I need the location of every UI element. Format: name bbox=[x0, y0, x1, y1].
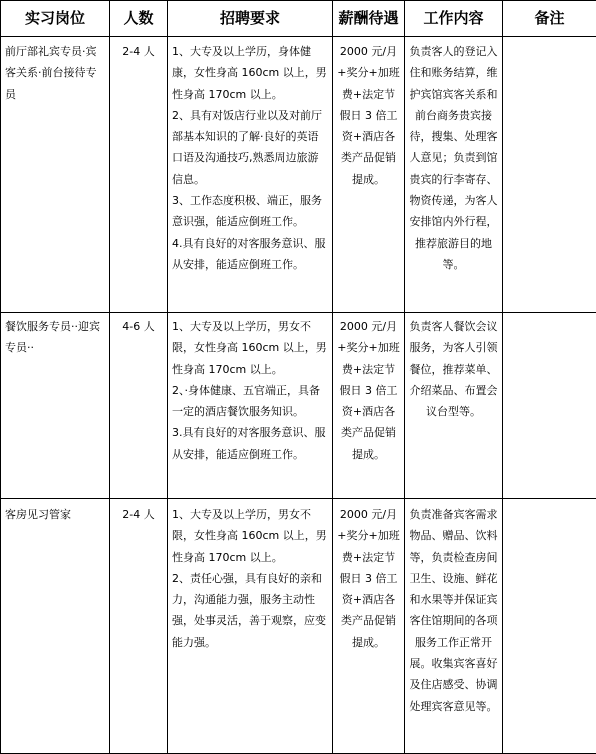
position-cell: 客房见习管家 bbox=[1, 499, 110, 754]
requirement-item: 2、·身体健康、五官端正，具备一定的酒店餐饮服务知识。 bbox=[172, 380, 328, 423]
salary-cell: 2000 元/月+奖分+加班费+法定节假日 3 倍工资+酒店各类产品促销提成。 bbox=[333, 37, 405, 313]
count-cell: 2-4 人 bbox=[110, 37, 168, 313]
duties-cell: 负责客人的登记入住和账务结算，维护宾馆宾客关系和前台商务贵宾接待，搜集、处理客人意见；负责到馆贵宾的行李寄存、物资传递，为客人安排馆内外行程，推荐旅游目的地等。 bbox=[405, 37, 503, 313]
position-cell: 前厅部礼宾专员·宾客关系·前台接待专员 bbox=[1, 37, 110, 313]
header-duties: 工作内容 bbox=[405, 1, 503, 37]
notes-cell bbox=[503, 499, 596, 754]
header-count: 人数 bbox=[110, 1, 168, 37]
requirement-item: 1、大专及以上学历，男女不限，女性身高 160cm 以上，男性身高 170cm 以上。 bbox=[172, 504, 328, 568]
header-requirements: 招聘要求 bbox=[168, 1, 333, 37]
notes-cell bbox=[503, 313, 596, 499]
duties-cell: 负责客人餐饮会议服务，为客人引领餐位，推荐菜单、介绍菜品、布置会议台型等。 bbox=[405, 313, 503, 499]
count-cell: 2-4 人 bbox=[110, 499, 168, 754]
requirement-item: 1、大专及以上学历，男女不限，女性身高 160cm 以上，男性身高 170cm 以上。 bbox=[172, 316, 328, 380]
position-cell: 餐饮服务专员··迎宾专员·· bbox=[1, 313, 110, 499]
salary-cell: 2000 元/月+奖分+加班费+法定节假日 3 倍工资+酒店各类产品促销提成。 bbox=[333, 313, 405, 499]
requirements-cell bbox=[168, 499, 333, 754]
header-row bbox=[1, 1, 596, 37]
count-cell: 4-6 人 bbox=[110, 313, 168, 499]
table-row bbox=[1, 37, 596, 313]
requirements-cell bbox=[168, 313, 333, 499]
header-salary: 薪酬待遇 bbox=[333, 1, 405, 37]
requirements-cell bbox=[168, 37, 333, 313]
table-row bbox=[1, 313, 596, 499]
table-row bbox=[1, 499, 596, 754]
requirement-item: 2、责任心强，具有良好的亲和力，沟通能力强，服务主动性强，处事灵活，善于观察，应变能力强。 bbox=[172, 568, 328, 653]
salary-cell: 2000 元/月+奖分+加班费+法定节假日 3 倍工资+酒店各类产品促销提成。 bbox=[333, 499, 405, 754]
header-notes: 备注 bbox=[503, 1, 596, 37]
requirement-item: 4.具有良好的对客服务意识、服从安排，能适应倒班工作。 bbox=[172, 233, 328, 276]
duties-cell: 负责准备宾客需求物品、赠品、饮料等，负责检查房间卫生、设施、鲜花和水果等并保证宾客住馆期间的各项服务工作正常开展。收集宾客喜好及住店感受、协调处理宾客意见等。 bbox=[405, 499, 503, 754]
notes-cell bbox=[503, 37, 596, 313]
requirement-item: 1、大专及以上学历，身体健康，女性身高 160cm 以上，男性身高 170cm 以上。 bbox=[172, 41, 328, 105]
requirement-item: 3.具有良好的对客服务意识、服从安排，能适应倒班工作。 bbox=[172, 422, 328, 465]
requirement-item: 3、工作态度积极、端正，服务意识强，能适应倒班工作。 bbox=[172, 190, 328, 233]
requirement-item: 2、具有对饭店行业以及对前厅部基本知识的了解·良好的英语口语及沟通技巧,熟悉周边旅游信息。 bbox=[172, 105, 328, 190]
header-position: 实习岗位 bbox=[1, 1, 110, 37]
